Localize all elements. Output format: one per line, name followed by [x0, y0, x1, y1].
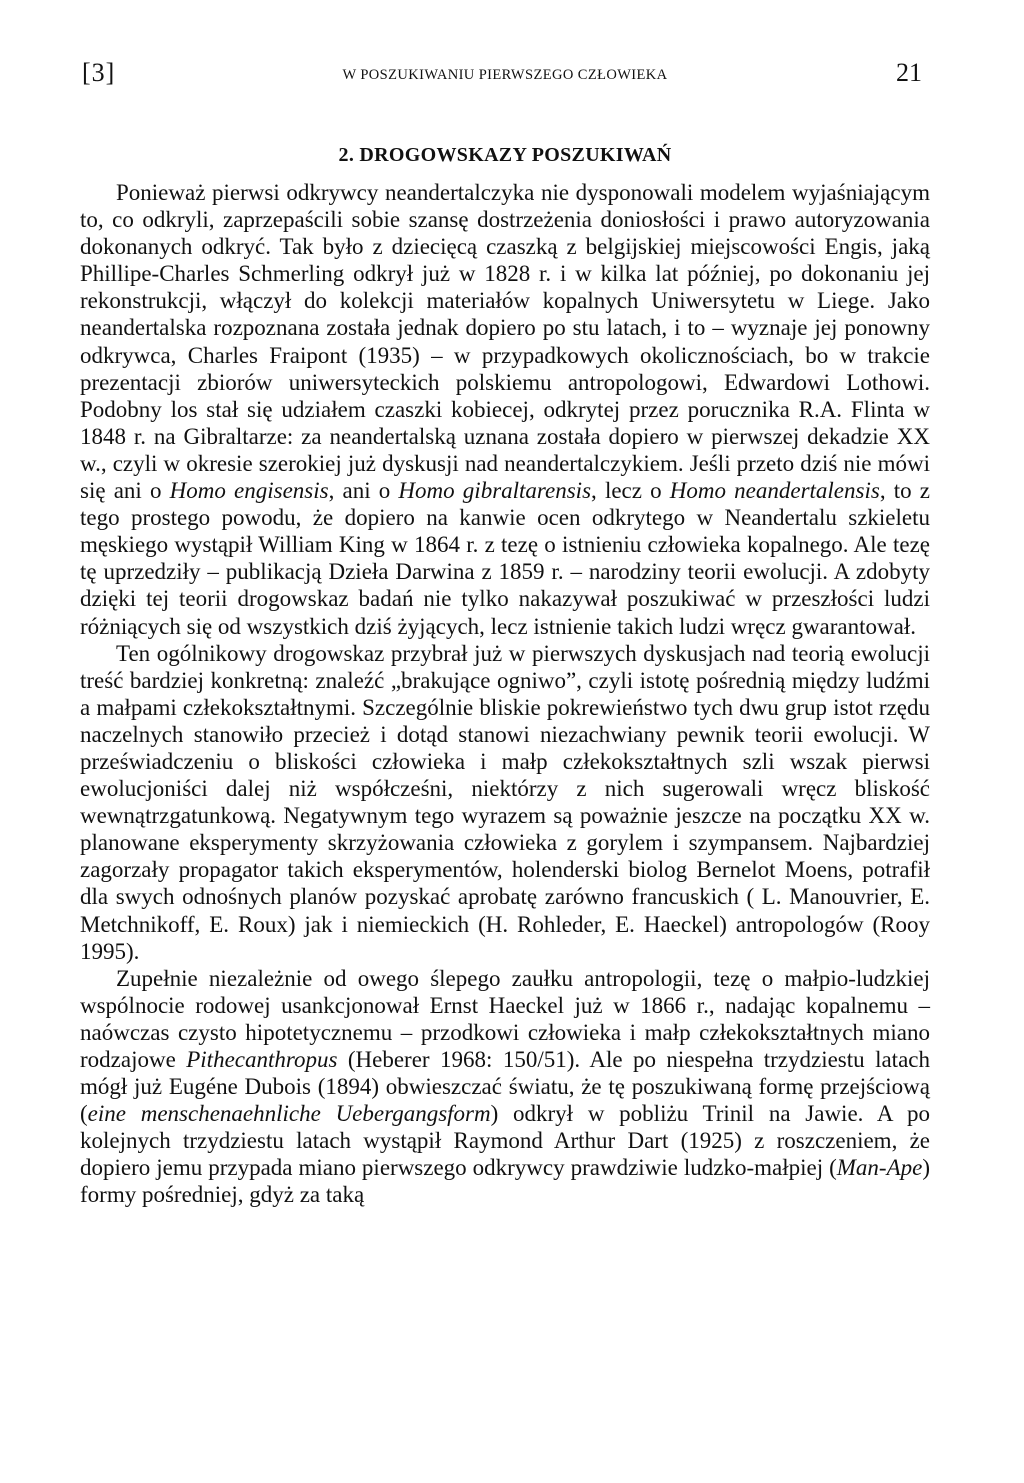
text-run: (Heberer 1968: 150/51). Ale po niespełna trzydziestu latach mógł już Eugéne Dubois (1894) obwieszczać światu, że tę poszukiwaną formę przejściową ( — [80, 1047, 930, 1127]
italic-term: eine menschenaehnliche Uebergangsform — [87, 1101, 491, 1127]
italic-term: Homo neandertalensis — [669, 478, 880, 504]
text-run: Ponieważ pierwsi odkrywcy neandertalczyka nie dysponowali modelem wyjaśniającym to, co odkryli, zaprzepaścili sobie szansę dostrzeżenia doniosłości i prawo autoryzowania dokonanych odkryć. Tak było z dziecięcą czaszką z belgijskiej miejscowości Engis, jaką Phillipe-Charles Schmerling odkrył już w 1828 r. i w kilka lat później, po dokonaniu jej rekonstrukcji, włączył do kolekcji materiałów kopalnych Uniwersytetu w Liege. Jako neandertalska rozpoznana została jednak dopiero po stu latach, i to – wyznaje jej ponowny odkrywca, Charles Fraipont (1935) – w przypadkowych okolicznościach, bo w trakcie prezentacji zbiorów uniwersyteckich polskiemu antropologowi, Edwardowi Lothowi. Podobny los stał się udziałem czaszki kobiecej, odkrytej przez porucznika R.A. Flinta w 1848 r. na Gibraltarze: za neandertalską uznana została dopiero w pierwszej dekadzie XX w., czyli w okresie szerokiej już dyskusji nad neandertalczykiem. Jeśli przeto dziś nie mówi się ani o — [80, 180, 930, 504]
body-text — [80, 179, 930, 1209]
italic-term: Man-Ape — [836, 1155, 923, 1181]
section-title: 2. DROGOWSKAZY POSZUKIWAŃ — [338, 144, 672, 166]
chapter-number: [3] — [82, 58, 116, 87]
text-run: Ten ogólnikowy drogowskaz przybrał już w pierwszych dyskusjach nad teorią ewolucji treść bardziej konkretną: znaleźć „brakujące ogniwo”, czyli istotę pośrednią między ludźmi a małpami człekokształtnymi. Szczególnie bliskie pokrewieństwo tych dwu grup istot rzędu naczelnych stanowiło przecież i dotąd stanowi niezachwiany pewnik teorii ewolucji. W przeświadczeniu o bliskości człowieka i małp człekokształtnych szli wszak pierwsi ewolucjoniści dalej niż współcześni, niektórzy z nich sugerowali wręcz bliskość wewnątrzgatunkową. Negatywnym tego wyrazem są poważnie jeszcze na początku XX w. planowane eksperymenty skrzyżowania człowieka z gorylem i szympansem. Najbardziej zagorzały propagator takich eksperymentów, holenderski biolog Bernelot Moens, potrafił dla swych odnośnych planów pozyskać aprobatę zarówno francuskich ( L. Manouvrier, E. Metchnikoff, E. Roux) jak i niemieckich (H. Rohleder, E. Haeckel) antropologów (Rooy 1995). — [80, 640, 930, 964]
text-run: Zupełnie niezależnie od owego ślepego zaułku antropologii, tezę o małpio-ludzkiej wspólnocie rodowej usankcjonował Ernst Haeckel już w 1866 r., nadając kopalnemu – naówczas czysto hipotetycznemu – przodkowi człowieka i małp człekokształtnych miano rodzajowe — [80, 965, 930, 1072]
text-run: ) formy pośredniej, gdyż za taką — [80, 1155, 930, 1208]
page — [80, 58, 930, 1209]
text-run: ) odkrył w pobliżu Trinil na Jawie. A po kolejnych trzydziestu latach wystąpił Raymond Arthur Dart (1925) z roszczeniem, że dopiero jemu przypada miano pierwszego odkrywcy prawdziwie ludzko-małpiej ( — [80, 1101, 930, 1181]
paragraph-3 — [80, 965, 930, 1209]
text-run: , ani o — [328, 478, 399, 504]
text-run: , lecz o — [591, 478, 670, 504]
running-title: W POSZUKIWANIU PIERWSZEGO CZŁOWIEKA — [342, 67, 668, 83]
text-run: , to z tego prostego powodu, że dopiero na kanwie ocen odkrytego w Neandertalu szkieletu męskiego wystąpił William King w 1864 r. z tezę o istnieniu człowieka kopalnego. Ale tezę tę uprzedziły – publikacją Dzieła Darwina z 1859 r. – narodziny teorii ewolucji. A zdobyty dzięki tej teorii drogowskaz badań nie tylko nakazywał poszukiwać w przeszłości ludzi różniących się od wszystkich dziś żyjących, lecz istnienie takich ludzi wręcz gwarantował. — [80, 478, 930, 639]
running-head — [80, 58, 930, 100]
italic-term: Homo engisensis — [169, 478, 329, 504]
paragraph-2 — [80, 640, 930, 965]
italic-term: Homo gibraltarensis — [398, 478, 592, 504]
italic-term: Pithecanthropus — [186, 1047, 338, 1072]
page-number: 21 — [896, 58, 922, 87]
paragraph-1 — [80, 179, 930, 640]
